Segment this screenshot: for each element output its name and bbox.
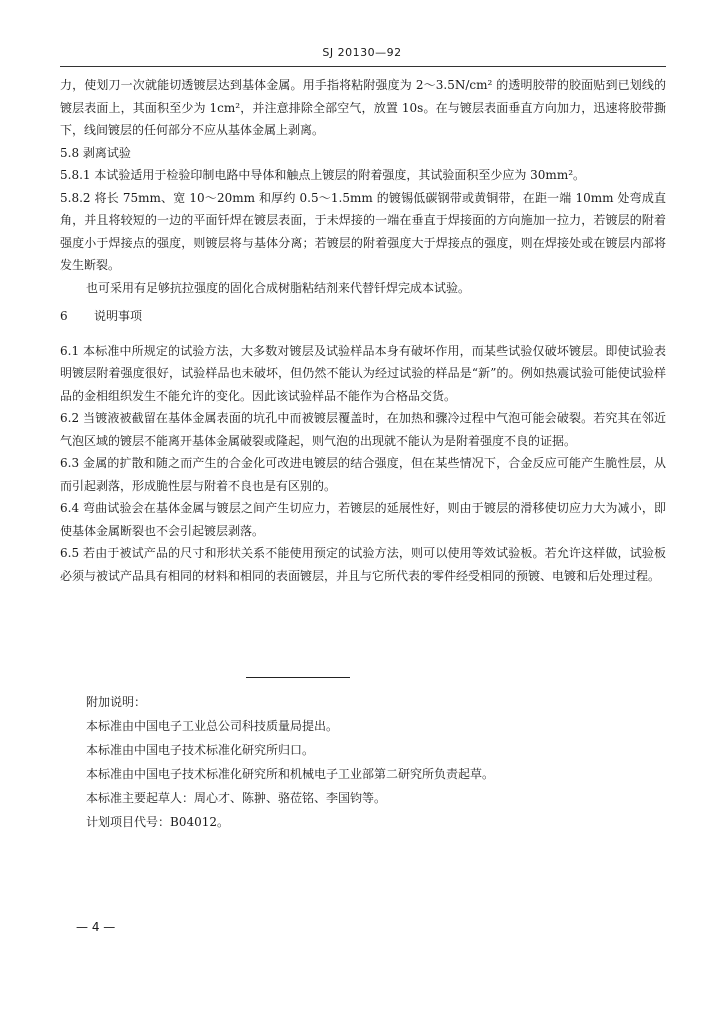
appendix-line: 本标准主要起草人：周心才、陈翀、骆莅铭、李国钧等。 <box>86 791 387 805</box>
note-6-3: 6.3 金属的扩散和随之而产生的合金化可改进电镀层的结合强度，但在某些情况下，合金反应可能产生脆性层，从而引起剥落，形成脆性层与附着不良也是有区别的。 <box>60 456 666 493</box>
appendix-line: 本标准由中国电子工业总公司科技质量局提出。 <box>86 719 339 733</box>
paragraph-5-8-1: 5.8.1 本试验适用于检验印制电路中导体和触点上镀层的附着强度，其试验面积至少应为 30mm²。 <box>60 168 586 182</box>
note-6-1: 6.1 本标准中所规定的试验方法，大多数对镀层及试验样品本身有破坏作用，而某些试验仅破坏镀层。即使试验表明镀层附着强度很好，试验样品也未破坏，但仍然不能认为经过试验的样品是“新”的。例如热震试验可能使试验样品的金相组织发生不能允许的变化。因此该试验样品不能作为合格品交货。 <box>60 343 666 403</box>
section-heading-6 <box>60 305 666 328</box>
appendix-line: 计划项目代号：B04012。 <box>86 815 229 829</box>
section-heading-5-8: 5.8 剥离试验 <box>60 145 131 160</box>
appendix-title: 附加说明： <box>86 695 147 709</box>
note-6-2: 6.2 当镀液被截留在基体金属表面的坑孔中而被镀层覆盖时，在加热和骤冷过程中气泡可能会破裂。若究其在邻近气泡区域的镀层不能离开基体金属破裂或隆起，则气泡的出现就不能认为是附着强度不良的证据。 <box>60 411 666 448</box>
header-divider <box>60 66 666 67</box>
page-number: — 4 — <box>76 920 116 934</box>
note-6-4: 6.4 弯曲试验会在基体金属与镀层之间产生切应力，若镀层的延展性好，则由于镀层的滑移使切应力大为减小，即使基体金属断裂也不会引起镀层剥落。 <box>60 501 666 538</box>
end-separator <box>246 677 350 678</box>
paragraph-5-8-2: 5.8.2 将长 75mm、宽 10～20mm 和厚约 0.5～1.5mm 的镀锡低碳钢带或黄铜带，在距一端 10mm 处弯成直角，并且将较短的一边的平面钎焊在镀层表面，于未焊接的一端在垂直于焊接面的方向施加一拉力，若镀层的附着强度小于焊接点的强度，则镀层将与基体分离；若镀层的附着强度大于焊接点的强度，则在焊接处或在镀层内部将发生断裂。 <box>60 190 666 272</box>
note-6-5: 6.5 若由于被试产品的尺寸和形状关系不能使用预定的试验方法，则可以使用等效试验板。若允许这样做，试验板必须与被试产品具有相同的材料和相同的表面镀层，并且与它所代表的零件经受相同的预镀、电镀和后处理过程。 <box>60 546 666 583</box>
main-body <box>60 74 666 587</box>
paragraph-continued: 力，使划刀一次就能切透镀层达到基体金属。用手指将粘附强度为 2～3.5N/cm² 的透明胶带的胶面贴到已划线的镀层表面上，其面积至少为 1cm²，并注意排除全部空气，放置 10s。在与镀层表面垂直方向加力，迅速将胶带撕下，线间镀层的任何部分不应从基体金属上剥离。 <box>60 78 666 137</box>
appendix-line: 本标准由中国电子技术标准化研究所和机械电子工业部第二研究所负责起草。 <box>86 767 495 781</box>
appendix-notes <box>86 690 646 834</box>
paragraph-alternative: 也可采用有足够抗拉强度的固化合成树脂粘结剂来代替钎焊完成本试验。 <box>86 280 471 295</box>
section-title: 说明事项 <box>94 309 143 323</box>
standard-code-header: SJ 20130—92 <box>322 46 402 59</box>
section-number: 6 <box>60 309 68 323</box>
appendix-line: 本标准由中国电子技术标准化研究所归口。 <box>86 743 315 757</box>
